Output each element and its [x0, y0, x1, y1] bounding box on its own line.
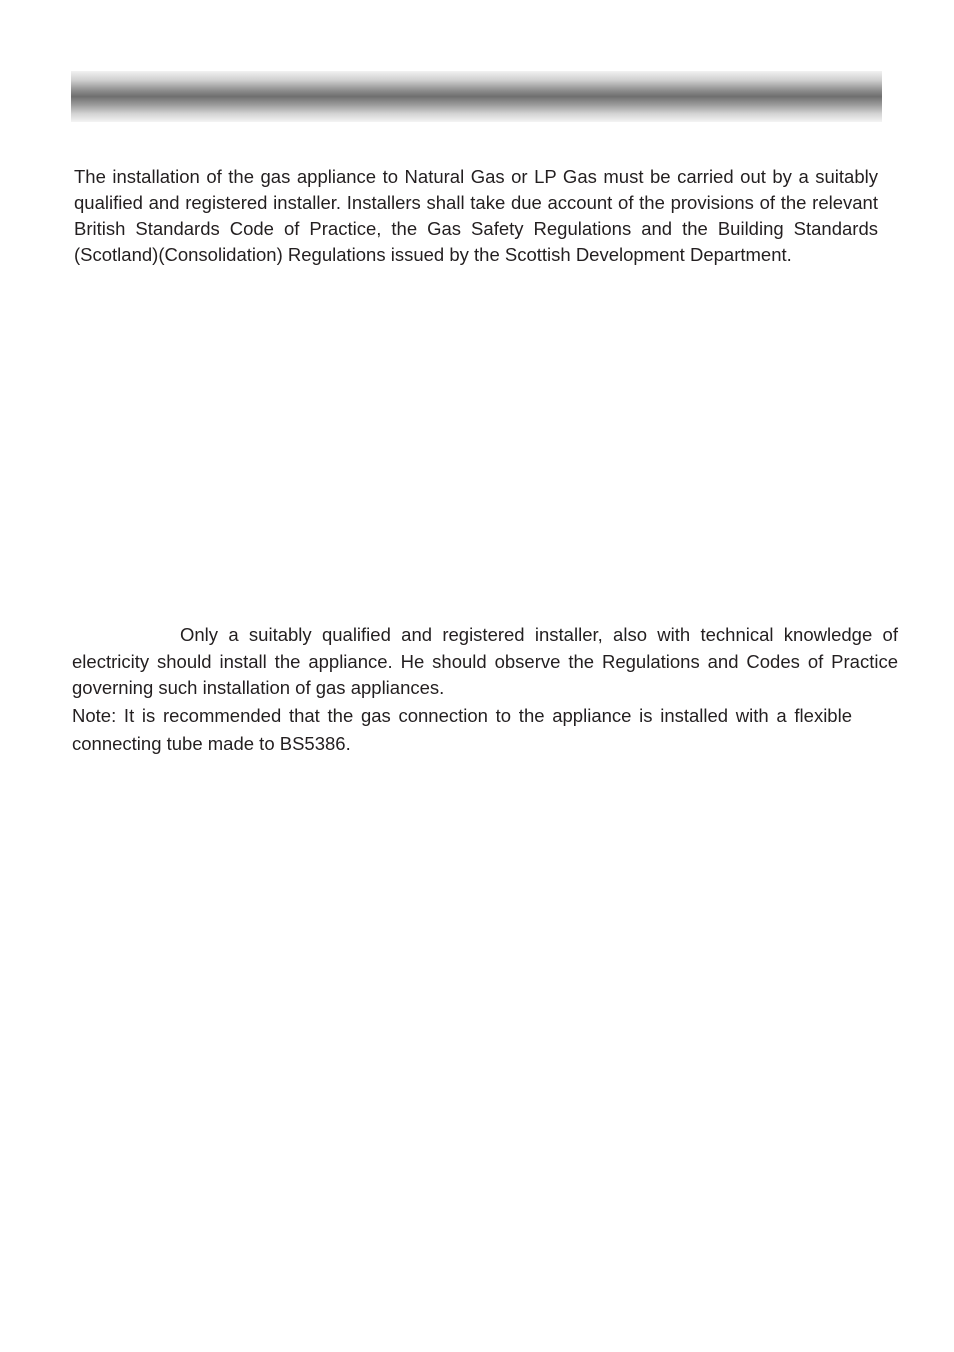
- installation-paragraph: The installation of the gas appliance to Natural Gas or LP Gas must be carried out by a suitably qualified and registered installer. Installers shall take due account of the provisions of the relevant British Standards Code of Practice, the Gas Safety Regulations and the Building Standards (Scotland)(Consolidation) Regulations issued by the Scottish Development Department.: [74, 166, 878, 265]
- installer-paragraph: Only a suitably qualified and registered installer, also with technical knowledge of electricity should install the appliance. He should observe the Regulations and Codes of Practice governing such installation of gas appliances.: [72, 624, 898, 698]
- section-header-bar: [71, 71, 882, 122]
- note-paragraph: Note: It is recommended that the gas connection to the appliance is installed with a flexible connecting tube made to BS5386.: [72, 705, 852, 754]
